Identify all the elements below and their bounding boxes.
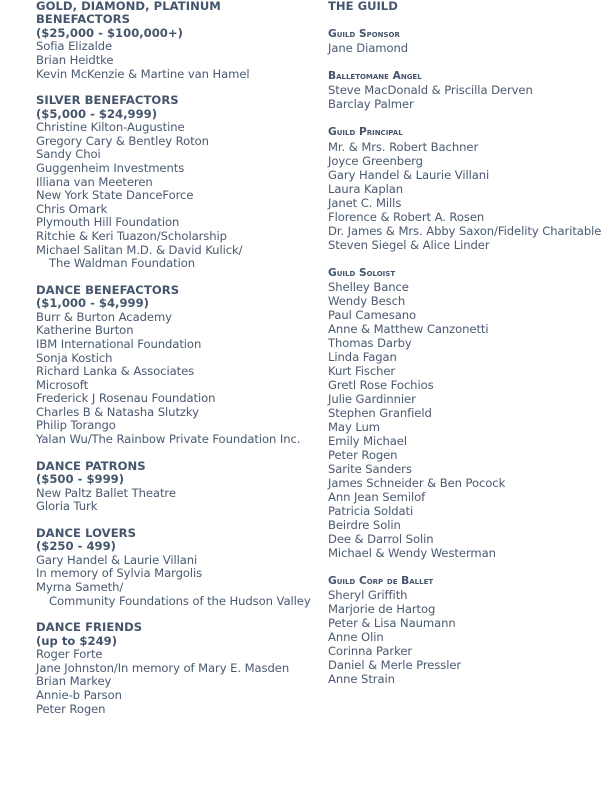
donor-section: [36, 527, 322, 608]
guild-member-name: Janet C. Mills: [328, 195, 402, 210]
donor-name: Christine Kilton-Augustine: [36, 120, 185, 135]
donor-name: Brian Heidtke: [36, 53, 114, 67]
guild-section: [328, 125, 612, 251]
giving-range: ($1,000 - $4,999): [36, 296, 149, 311]
guild-member-name: Stephen Granfield: [328, 405, 432, 420]
section-heading: DANCE BENEFACTORS: [36, 282, 180, 297]
donor-name: In memory of Sylvia Margolis: [36, 566, 203, 581]
guild-member-name: Michael & Wendy Westerman: [328, 545, 496, 560]
guild-section: [328, 27, 612, 55]
donor-name: Burr & Burton Academy: [36, 309, 172, 324]
donor-name: Sofia Elizalde: [36, 39, 113, 54]
guild-member-name: Peter & Lisa Naumann: [328, 616, 456, 631]
guild-member-name: Anne & Matthew Canzonetti: [328, 321, 489, 336]
guild-member-name: Dr. James & Mrs. Abby Saxon/Fidelity Charitable: [328, 223, 602, 238]
guild-member-name: Wendy Besch: [328, 293, 406, 308]
donor-name: Sandy Choi: [36, 147, 101, 162]
section-heading: GOLD, DIAMOND, PLATINUM: [36, 0, 221, 13]
guild-member-name: Sheryl Griffith: [328, 588, 408, 603]
guild-member-name: James Schneider & Ben Pocock: [328, 475, 506, 490]
giving-range: ($500 - $999): [36, 472, 125, 487]
donor-name: Illiana van Meeteren: [36, 174, 153, 189]
guild-member-name: Florence & Robert A. Rosen: [328, 209, 485, 224]
guild-member-name: Linda Fagan: [328, 349, 397, 364]
guild-member-name: Shelley Bance: [328, 279, 409, 294]
guild-member-name: Patricia Soldati: [328, 503, 414, 518]
donor-name: Myrna Sameth/: [36, 580, 124, 595]
guild-member-name: Corinna Parker: [328, 644, 413, 659]
guild-member-name: Emily Michael: [328, 433, 407, 448]
donor-name: Ritchie & Keri Tuazon/Scholarship: [36, 228, 227, 243]
guild-member-name: Thomas Darby: [328, 335, 412, 350]
guild-member-name: Anne Olin: [328, 630, 384, 645]
donor-name: Sonja Kostich: [36, 350, 113, 365]
donor-name: Gloria Turk: [36, 499, 98, 514]
guild-member-name: Mr. & Mrs. Robert Bachner: [328, 139, 479, 154]
guild-level-title: Guild Corp de Ballet: [328, 574, 434, 587]
donor-name: The Waldman Foundation: [49, 256, 196, 271]
guild-member-name: Gretl Rose Fochios: [328, 377, 434, 392]
left-column: [36, 0, 322, 729]
guild-level-title: Guild Soloist: [328, 266, 396, 279]
guild-level-title: Guild Principal: [328, 126, 403, 139]
guild-member-name: Gary Handel & Laurie Villani: [328, 167, 490, 182]
guild-member-name: Joyce Greenberg: [328, 153, 423, 168]
donor-name: Jane Johnston/In memory of Mary E. Masden: [36, 660, 290, 675]
donor-name: New York State DanceForce: [36, 188, 194, 203]
section-heading: SILVER BENEFACTORS: [36, 93, 179, 108]
guild-member-name: Ann Jean Semilof: [328, 489, 426, 504]
section-heading: DANCE FRIENDS: [36, 620, 143, 635]
section-heading: DANCE LOVERS: [36, 525, 137, 540]
guild-member-name: Barclay Palmer: [328, 97, 414, 112]
section-heading: DANCE PATRONS: [36, 458, 146, 473]
donor-name: Kevin McKenzie & Martine van Hamel: [36, 66, 250, 81]
guild-level-title: Guild Sponsor: [328, 28, 400, 40]
donor-section: [36, 621, 322, 716]
guild-member-name: Steven Siegel & Alice Linder: [328, 237, 490, 252]
guild-member-name: May Lum: [328, 419, 380, 434]
donor-name: Gregory Cary & Bentley Roton: [36, 133, 209, 148]
donor-name: Peter Rogen: [36, 701, 106, 716]
donor-name: Roger Forte: [36, 647, 103, 662]
donor-name: IBM International Foundation: [36, 336, 202, 351]
right-column: [328, 0, 612, 700]
donor-name: Philip Torango: [36, 418, 116, 433]
donor-name: Annie-b Parson: [36, 688, 122, 702]
donor-name: Chris Omark: [36, 201, 108, 216]
guild-member-name: Kurt Fischer: [328, 363, 396, 378]
section-heading: BENEFACTORS: [36, 12, 131, 27]
guild-member-name: Sarite Sanders: [328, 461, 412, 476]
donor-name: Michael Salitan M.D. & David Kulick/: [36, 242, 243, 257]
guild-level-title: Balletomane Angel: [328, 70, 422, 83]
guild-sections: [328, 27, 612, 686]
donor-name: Plymouth Hill Foundation: [36, 215, 180, 230]
donor-name: Frederick J Rosenau Foundation: [36, 391, 216, 406]
donor-name: Yalan Wu/The Rainbow Private Foundation Inc.: [36, 432, 301, 447]
donor-name: Community Foundations of the Hudson Valley: [49, 593, 311, 608]
donor-name: Charles B & Natasha Slutzky: [36, 404, 199, 419]
donor-name: Richard Lanka & Associates: [36, 364, 195, 379]
guild-member-name: Paul Camesano: [328, 307, 417, 322]
giving-range: ($25,000 - $100,000+): [36, 25, 183, 40]
guild-member-name: Daniel & Merle Pressler: [328, 658, 462, 673]
guild-section: [328, 574, 612, 686]
guild-member-name: Peter Rogen: [328, 447, 398, 462]
guild-member-name: Marjorie de Hartog: [328, 602, 436, 617]
donor-name: Katherine Burton: [36, 323, 134, 338]
guild-section: [328, 266, 612, 560]
donor-section: [36, 0, 322, 81]
donor-section: [36, 460, 322, 514]
guild-member-name: Anne Strain: [328, 672, 395, 687]
guild-member-name: Dee & Darrol Solin: [328, 531, 434, 546]
guild-member-name: Beirdre Solin: [328, 517, 401, 532]
donor-name: Gary Handel & Laurie Villani: [36, 552, 198, 567]
donor-name: Brian Markey: [36, 674, 112, 689]
guild-section: [328, 69, 612, 111]
donor-name: New Paltz Ballet Theatre: [36, 485, 176, 500]
giving-range: (up to $249): [36, 633, 117, 648]
guild-member-name: Laura Kaplan: [328, 181, 404, 196]
guild-member-name: Steve MacDonald & Priscilla Derven: [328, 83, 533, 98]
donor-section: [36, 94, 322, 271]
giving-range: ($250 - 499): [36, 539, 116, 554]
donor-name: Microsoft: [36, 377, 89, 392]
donor-section: [36, 284, 322, 447]
guild-title: THE GUILD: [328, 0, 398, 13]
guild-member-name: Julie Gardinnier: [328, 391, 416, 406]
giving-range: ($5,000 - $24,999): [36, 106, 158, 121]
donor-name: Guggenheim Investments: [36, 160, 185, 175]
guild-member-name: Jane Diamond: [328, 41, 409, 56]
